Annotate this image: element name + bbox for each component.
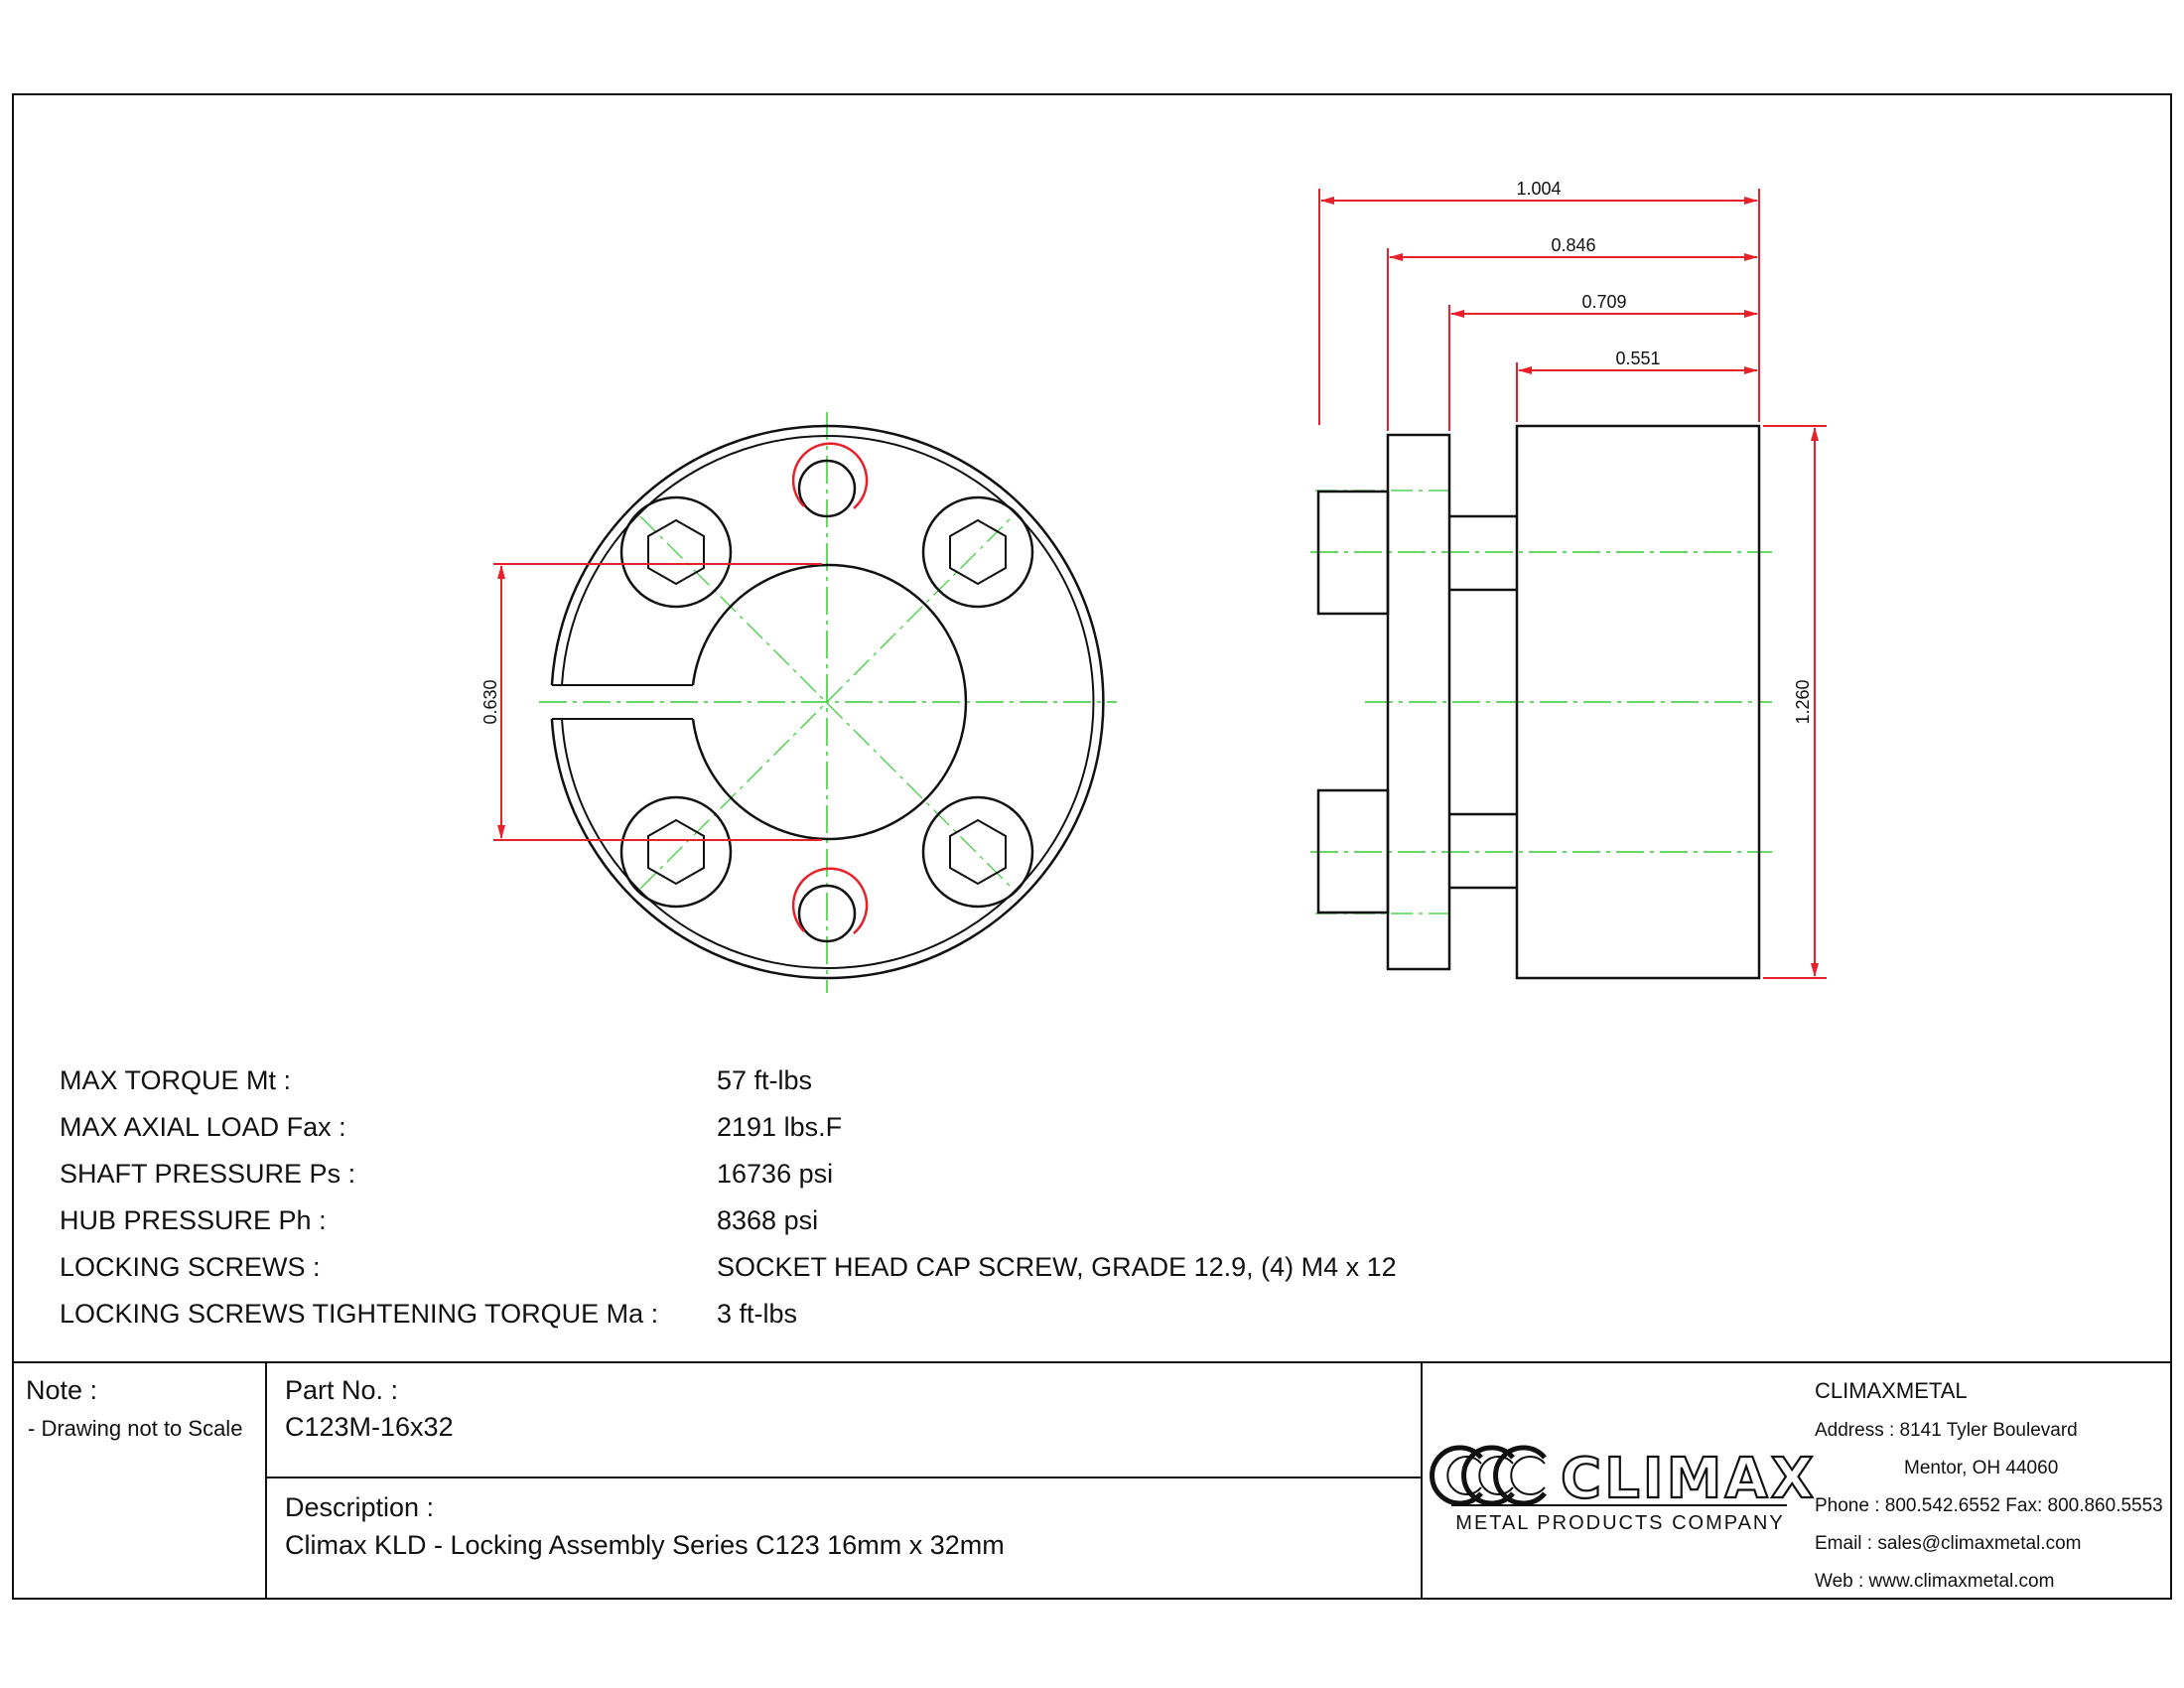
screw-lower-left	[621, 797, 731, 907]
jack-hole-bottom	[793, 869, 867, 941]
company-email[interactable]: Email : sales@climaxmetal.com	[1815, 1533, 2082, 1554]
company-name: CLIMAXMETAL	[1815, 1378, 1968, 1403]
spec-label-shaft-pressure: SHAFT PRESSURE Ps :	[60, 1159, 356, 1189]
spec-value-max-torque: 57 ft-lbs	[717, 1065, 813, 1095]
dim-label-1260: 1.260	[1793, 679, 1813, 725]
spec-label-locking-screws: LOCKING SCREWS :	[60, 1252, 321, 1282]
spec-value-tightening-torque: 3 ft-lbs	[717, 1299, 798, 1329]
description-label: Description :	[285, 1492, 435, 1522]
dim-label-0846: 0.846	[1551, 235, 1596, 255]
side-view	[1310, 179, 1827, 978]
note-label: Note :	[26, 1375, 98, 1405]
spec-value-shaft-pressure: 16736 psi	[717, 1159, 834, 1189]
spec-value-locking-screws: SOCKET HEAD CAP SCREW, GRADE 12.9, (4) M4 x 12	[717, 1252, 1397, 1282]
company-phone-fax: Phone : 800.542.6552 Fax: 800.860.5553	[1815, 1495, 2163, 1516]
triple-c-logo-icon	[1433, 1448, 1545, 1503]
spec-label-tightening-torque: LOCKING SCREWS TIGHTENING TORQUE Ma :	[60, 1299, 659, 1329]
spec-value-max-axial-load: 2191 lbs.F	[717, 1112, 843, 1142]
screw-upper-right	[923, 497, 1032, 607]
company-address-line2: Mentor, OH 44060	[1904, 1458, 2059, 1478]
spec-label-max-torque: MAX TORQUE Mt :	[60, 1065, 292, 1095]
company-address-line1: Address : 8141 Tyler Boulevard	[1815, 1420, 2078, 1441]
sheet-border	[13, 94, 2171, 1599]
company-website[interactable]: Web : www.climaxmetal.com	[1815, 1571, 2055, 1592]
jack-hole-top	[793, 444, 867, 516]
dim-label-0709: 0.709	[1581, 292, 1627, 312]
screw-lower-right	[923, 797, 1032, 907]
spec-label-max-axial-load: MAX AXIAL LOAD Fax :	[60, 1112, 346, 1142]
bore-dim-label: 0.630	[480, 679, 500, 725]
spec-value-hub-pressure: 8368 psi	[717, 1205, 819, 1235]
part-number-value: C123M-16x32	[285, 1412, 454, 1442]
logo-subtitle: METAL PRODUCTS COMPANY	[1455, 1512, 1785, 1534]
note-text: - Drawing not to Scale	[28, 1416, 243, 1441]
logo-wordmark: CLIMAX	[1561, 1447, 1817, 1511]
dim-label-0551: 0.551	[1615, 349, 1661, 368]
description-value: Climax KLD - Locking Assembly Series C123 16mm x 32mm	[285, 1530, 1005, 1560]
part-number-label: Part No. :	[285, 1375, 399, 1405]
dim-label-1004: 1.004	[1516, 179, 1562, 199]
front-view	[480, 412, 1117, 993]
spec-label-hub-pressure: HUB PRESSURE Ph :	[60, 1205, 327, 1235]
